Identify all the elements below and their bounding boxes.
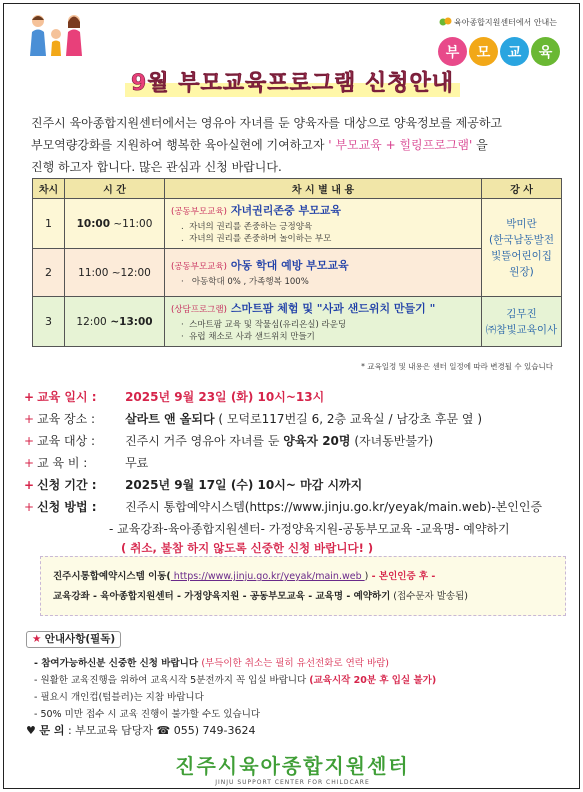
header-content: 차 시 별 내 용 — [165, 179, 482, 199]
instructor-org: ㈜참빛교육이사 — [485, 323, 558, 336]
method-label: 신청 방법 : — [37, 500, 97, 514]
booking-url-link[interactable]: https://www.jinju.go.kr/yeyak/main.web — [170, 571, 365, 582]
info-date: + 교육 일시 : 2025년 9월 23일 (화) 10시~13시 — [24, 390, 325, 404]
badge-yuk: 육 — [531, 37, 560, 66]
program-title: 스마트팜 체험 및 "사과 샌드위치 만들기 " — [230, 302, 436, 315]
info-period: + 신청 기간 : 2025년 9월 17일 (수) 10시~ 마감 시까지 — [24, 478, 363, 492]
program-title-line — [171, 202, 481, 218]
time-end: ~11:00 — [110, 217, 153, 230]
page-title: 9월 부모교육프로그램 신청안내 — [125, 66, 460, 97]
notice-note: (교육시작 20분 후 입실 불가) — [309, 675, 437, 686]
notice-text: - 참여가능하신분 신중한 신청 바랍니다 — [34, 658, 202, 669]
schedule-table — [32, 178, 562, 347]
badge-bu: 부 — [438, 37, 467, 66]
intro-line-1: 진주시 육아종합지원센터에서는 영유아 자녀를 둔 양육자를 대상으로 양육정보를 제공하고 — [31, 116, 503, 130]
header-instructor: 강 사 — [482, 179, 562, 199]
family-illustration-icon — [26, 12, 88, 58]
intro-line-2-text: 부모역량강화를 지원하여 행복한 육아실현에 기여하고자 — [31, 138, 329, 152]
instructor-name: 김무진 — [506, 307, 537, 320]
notice-item — [34, 672, 436, 686]
bullet-text: 유럽 채소로 사과 샌드위치 만들기 — [189, 332, 315, 342]
badge-gyo: 교 — [500, 37, 529, 66]
program-tag: (공동부모교육) — [171, 262, 227, 272]
notice-note: (부득이한 취소는 필히 유선전화로 연락 바람) — [201, 658, 390, 669]
time-start: 12:00 — [76, 315, 107, 328]
table-note: * 교육일정 및 내용은 센터 일정에 따라 변경될 수 있습니다 — [361, 362, 553, 371]
time-end: ~13:00 — [106, 315, 153, 328]
footer-logo-kr: 진주시육아종합지원센터 — [175, 754, 410, 778]
method-value: 진주시 통합예약시스템(https://www.jinju.go.kr/yeyak/main.web)-본인인증 — [125, 500, 543, 514]
badge-mo: 모 — [469, 37, 498, 66]
parent-education-badges — [438, 37, 560, 66]
session-no: 3 — [33, 297, 65, 347]
table-row — [33, 297, 562, 347]
center-footer-logo — [4, 750, 581, 786]
intro-line-3: 진행 하고자 합니다. 많은 관심과 신청 바랍니다. — [31, 160, 282, 174]
time-start: 11:00 — [78, 266, 109, 279]
instructor-cell-2 — [482, 297, 562, 347]
time-end: ~12:00 — [108, 266, 151, 279]
fee-label: 교 육 비 : — [37, 456, 88, 470]
info-target: + 교육 대상 : 진주시 거주 영유아 자녀를 둔 양육자 20명 (자녀동반불가) — [24, 434, 434, 448]
notice-badge — [26, 631, 121, 648]
booking-guide-line-2 — [53, 587, 565, 607]
time-start: 10:00 — [76, 217, 111, 230]
booking-guide-auth: - 본인인증 후 - — [368, 571, 436, 582]
info-method: + 신청 방법 : 진주시 통합예약시스템(https://www.jinju.go.kr/yeyak/main.web)-본인인증 — [24, 500, 543, 514]
instructor-org: 빛뜰어린이집 — [491, 249, 552, 262]
program-bullet: · 아동학대 0% , 가족행복 100% — [181, 277, 309, 287]
program-tag: (공동부모교육) — [171, 207, 227, 217]
program-bullet: · 유럽 채소로 사과 샌드위치 만들기 — [181, 332, 315, 342]
place-label: 교육 장소 : — [37, 412, 96, 426]
session-time — [65, 249, 165, 297]
intro-highlight: ' 부모교육 + 힐링프로그램' — [328, 138, 473, 152]
contact-line — [26, 722, 255, 738]
period-label: 신청 기간 : — [37, 478, 97, 492]
notice-item — [34, 655, 389, 669]
center-logo-icon — [439, 16, 452, 27]
header-time: 시 간 — [65, 179, 165, 199]
program-title-line — [171, 300, 481, 316]
target-label: 교육 대상 : — [37, 434, 96, 448]
target-text: 진주시 거주 영유아 자녀를 둔 — [125, 434, 284, 448]
session-content — [165, 199, 482, 249]
date-value: 2025년 9월 23일 (화) 10시~13시 — [125, 390, 325, 404]
program-tag: (상담프로그램) — [171, 305, 227, 315]
info-place: + 교육 장소 : 살라트 앤 올되다 ( 모덕로117번길 6, 2층 교육실 / 남강초 후문 옆 ) — [24, 412, 482, 426]
bullet-text: 자녀의 권리를 존중하는 긍정양육 — [189, 222, 313, 232]
place-address: ( 모덕로117번길 6, 2층 교육실 / 남강초 후문 옆 ) — [214, 412, 482, 426]
notice-label: 안내사항(필독) — [44, 633, 116, 645]
program-title: 아동 학대 예방 부모교육 — [230, 259, 349, 272]
program-bullet: . 자녀의 권리를 존중하는 긍정양육 — [181, 222, 313, 232]
method-warning: ( 취소, 불참 하지 않도록 신중한 신청 바랍니다! ) — [121, 541, 374, 555]
session-no: 2 — [33, 249, 65, 297]
info-fee: + 교 육 비 : 무료 — [24, 456, 149, 470]
notice-text: - 필요시 개인컵(텀블러)는 지참 바랍니다 — [34, 692, 204, 703]
date-label: 교육 일시 : — [37, 390, 97, 404]
bullet-text: 자녀의 권리를 존중하며 놀이하는 부모 — [189, 234, 332, 244]
table-row — [33, 199, 562, 249]
program-bullet: · 스마트팜 교육 및 작물심(유리온실) 라운딩 — [181, 320, 347, 330]
method-line-2: - 교육강좌-육아종합지원센터- 가정양육지원-공동부모교육 -교육명- 예약하기 — [109, 522, 510, 536]
star-icon: ★ — [32, 633, 45, 645]
session-content — [165, 297, 482, 347]
place-name: 살라트 앤 올되다 — [125, 412, 215, 426]
flyer-page — [3, 3, 580, 789]
bullet-text: 아동학대 0% , 가족행복 100% — [191, 277, 309, 287]
table-header-row — [33, 179, 562, 199]
booking-guide-path: 교육강좌 - 육아종합지원센터 - 가정양육지원 - 공동부모교육 - 교육명 - 예약하기 — [53, 591, 391, 602]
instructor-role: 원장) — [509, 265, 534, 278]
contact-value: : 부모교육 담당자 ☎ 055) 749-3624 — [67, 724, 256, 737]
booking-guide-line-1 — [53, 567, 565, 587]
instructor-name: 박미란 — [506, 217, 537, 230]
instructor-cell-1 — [482, 199, 562, 297]
target-count: 양육자 20명 — [283, 434, 351, 448]
booking-guide-move: 진주시통합예약시스템 이동( — [53, 571, 171, 582]
heart-icon: ♥ — [26, 724, 40, 737]
intro-line-2 — [31, 134, 566, 156]
program-title: 자녀권리존중 부모교육 — [230, 204, 341, 217]
booking-guide-paren: ) — [364, 571, 369, 582]
session-time — [65, 199, 165, 249]
footer-logo-en: JINJU SUPPORT CENTER FOR CHILDCARE — [215, 779, 370, 786]
fee-value: 무료 — [125, 456, 149, 470]
intro-paragraph — [31, 112, 566, 178]
notice-item — [34, 689, 204, 703]
notice-item — [34, 706, 260, 720]
session-time — [65, 297, 165, 347]
session-no: 1 — [33, 199, 65, 249]
notice-text: - 50% 미만 접수 시 교육 진행이 불가할 수도 있습니다 — [34, 709, 261, 720]
notice-text: - 원활한 교육진행을 위하여 교육시작 5분전까지 꼭 입실 바랍니다 — [34, 675, 310, 686]
brand-caption-text: 육아종합지원센터에서 안내는 — [454, 18, 558, 27]
session-content — [165, 249, 482, 297]
center-brand-caption — [439, 16, 557, 28]
booking-guide-box — [40, 556, 566, 616]
header-session: 차시 — [33, 179, 65, 199]
program-title-line — [171, 257, 481, 273]
program-bullet: . 자녀의 권리를 존중하며 놀이하는 부모 — [181, 234, 332, 244]
target-note: (자녀동반불가) — [350, 434, 434, 448]
period-value: 2025년 9월 17일 (수) 10시~ 마감 시까지 — [125, 478, 363, 492]
booking-guide-sms: (접수문자 발송됨) — [390, 591, 468, 602]
title-wrap — [4, 66, 581, 97]
bullet-text: 스마트팜 교육 및 작물심(유리온실) 라운딩 — [189, 320, 347, 330]
instructor-org: (한국남동발전 — [489, 233, 554, 246]
contact-label: 문 의 — [39, 724, 65, 737]
intro-line-2-end: 을 — [472, 138, 488, 152]
